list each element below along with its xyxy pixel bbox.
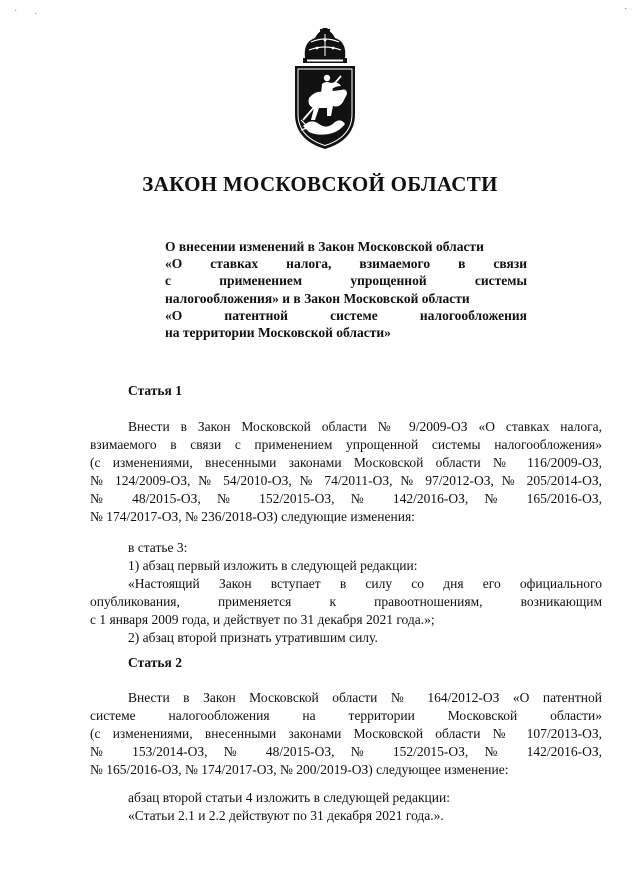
paragraph-line: № 165/2016-ОЗ, № 174/2017-ОЗ, № 200/2019-ОЗ) следующее изменение: bbox=[90, 762, 509, 778]
paragraph-line: в статье 3: bbox=[128, 540, 188, 555]
subtitle-line: с применением упрощенной системы bbox=[165, 273, 527, 289]
paragraph-line: № 153/2014-ОЗ, № 48/2015-ОЗ, № 152/2015-ОЗ, № 142/2016-ОЗ, bbox=[90, 744, 602, 760]
article-1-paragraph bbox=[90, 418, 602, 527]
paragraph-line: 1) абзац первый изложить в следующей редакции: bbox=[128, 558, 418, 574]
paragraph-line: № 124/2009-ОЗ, № 54/2010-ОЗ, № 74/2011-ОЗ, № 97/2012-ОЗ, № 205/2014-ОЗ, bbox=[90, 473, 602, 489]
article-2-paragraph bbox=[90, 689, 602, 779]
quote-line: «Статьи 2.1 и 2.2 действуют по 31 декабря 2021 года.». bbox=[128, 808, 444, 824]
article-1-changes bbox=[90, 539, 602, 648]
paragraph-line: 2) абзац второй признать утратившим силу. bbox=[128, 630, 378, 646]
paragraph-line: абзац второй статьи 4 изложить в следующей редакции: bbox=[128, 790, 450, 805]
article-2-changes bbox=[90, 789, 602, 825]
scan-dot: · bbox=[624, 4, 628, 15]
document-title: ЗАКОН МОСКОВСКОЙ ОБЛАСТИ bbox=[142, 172, 498, 196]
article-1-heading: Статья 1 bbox=[128, 383, 182, 398]
subtitle-line: «О патентной системе налогообложения bbox=[165, 307, 527, 323]
coat-of-arms-icon bbox=[289, 28, 361, 150]
paragraph-line: взимаемого в связи с применением упрощенной системы налогообложения» bbox=[90, 437, 602, 453]
quote-line: опубликования, применяется к правоотношениям, возникающим bbox=[90, 594, 602, 610]
quote-line: «Настоящий Закон вступает в силу со дня его официального bbox=[128, 576, 602, 592]
subtitle-line: О внесении изменений в Закон Московской области bbox=[165, 239, 484, 254]
paragraph-line: (с изменениями, внесенными законами Московской области № 116/2009-ОЗ, bbox=[90, 455, 602, 471]
paragraph-line: (с изменениями, внесенными законами Московской области № 107/2013-ОЗ, bbox=[90, 726, 602, 742]
paragraph-line: Внести в Закон Московской области № 164/2012-ОЗ «О патентной bbox=[128, 690, 602, 705]
paragraph-line: № 48/2015-ОЗ, № 152/2015-ОЗ, № 142/2016-ОЗ, № 165/2016-ОЗ, bbox=[90, 491, 602, 507]
subtitle-line: налогообложения» и в Закон Московской области bbox=[165, 290, 470, 306]
scan-dot: · bbox=[14, 6, 18, 17]
article-1-heading-block bbox=[90, 382, 602, 400]
article-2-heading: Статья 2 bbox=[128, 655, 182, 670]
law-subtitle bbox=[165, 238, 527, 341]
subtitle-line: «О ставках налога, взимаемого в связи bbox=[165, 256, 527, 272]
paragraph-line: Внести в Закон Московской области № 9/2009-ОЗ «О ставках налога, bbox=[128, 419, 602, 434]
paragraph-line: № 174/2017-ОЗ, № 236/2018-ОЗ) следующие изменения: bbox=[90, 509, 415, 525]
scan-dot: · bbox=[34, 9, 38, 20]
article-2-heading-block bbox=[90, 654, 602, 672]
quote-line: с 1 января 2009 года, и действует по 31 декабря 2021 года.»; bbox=[90, 612, 435, 628]
paragraph-line: системе налогообложения на территории Московской области» bbox=[90, 708, 602, 724]
subtitle-line: на территории Московской области» bbox=[165, 325, 391, 341]
